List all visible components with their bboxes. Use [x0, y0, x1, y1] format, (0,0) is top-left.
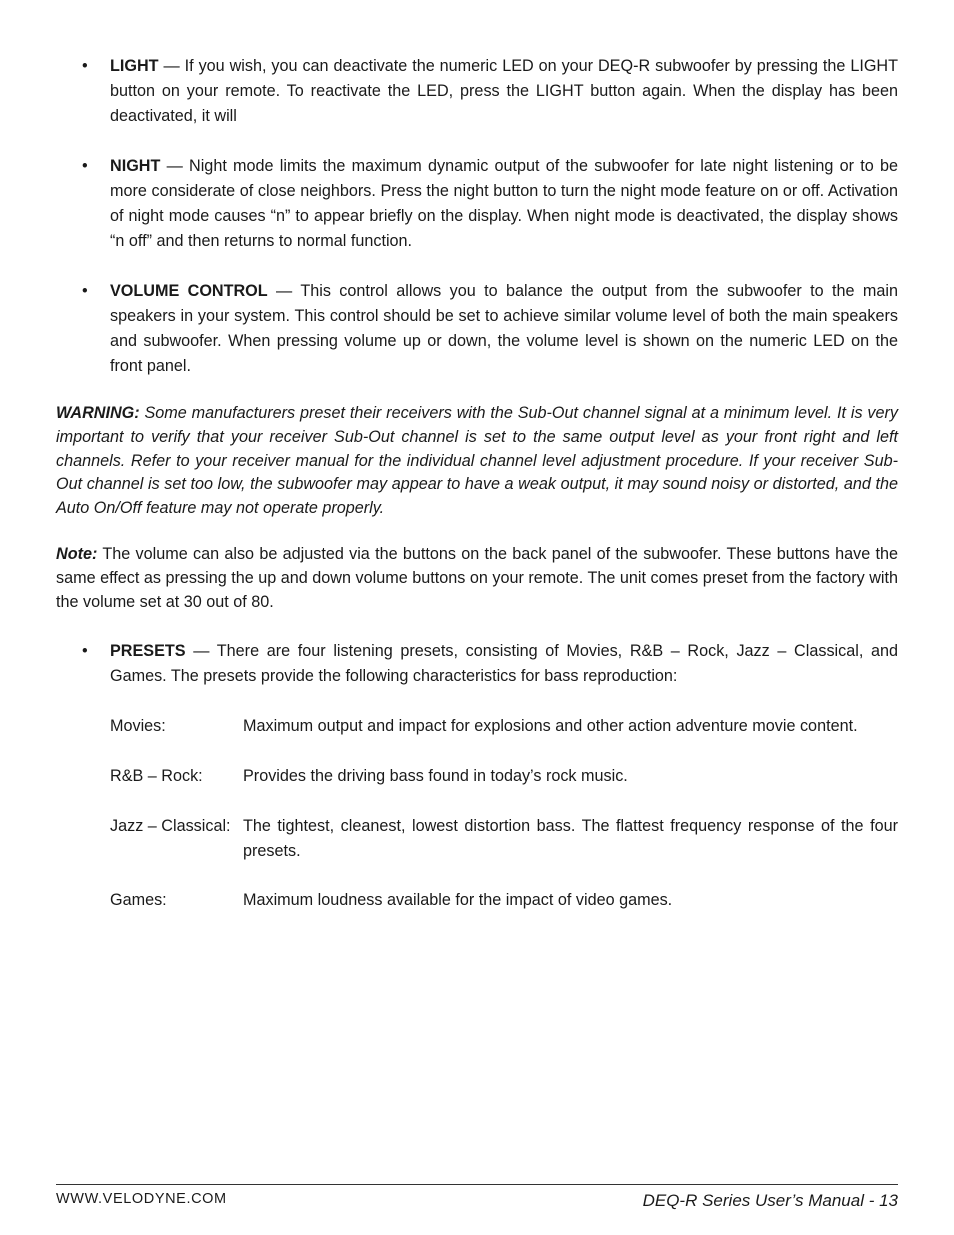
light-text: — If you wish, you can deactivate the numeric LED on your DEQ-R subwoofer by pressing the LIGHT button on your remote. To reactivate the LED, press the LIGHT button again. When the display has been deactivated, it will — [110, 57, 898, 125]
preset-name: R&B – Rock: — [110, 767, 203, 785]
bullet-marker: • — [82, 57, 88, 75]
bullet-marker: • — [82, 642, 88, 660]
preset-description: Provides the driving bass found in today’s rock music. — [243, 767, 628, 785]
preset-row-rnb-rock — [110, 764, 898, 789]
volume-description — [110, 279, 898, 379]
light-description — [110, 54, 898, 129]
footer-page-label: DEQ-R Series User’s Manual - 13 — [642, 1191, 898, 1210]
night-term: NIGHT — [110, 157, 161, 175]
footer-divider — [56, 1184, 898, 1185]
bullet-marker: • — [82, 282, 88, 300]
volume-term: VOLUME CONTROL — [110, 282, 268, 300]
volume-bullet — [82, 279, 898, 379]
night-bullet — [82, 154, 898, 254]
presets-text: — There are four listening presets, consisting of Movies, R&B – Rock, Jazz – Classical, and Games. The presets provide the following characteristics for bass reproduction: — [110, 642, 898, 685]
preset-description: Maximum output and impact for explosions and other action adventure movie content. — [243, 717, 858, 735]
bullet-marker: • — [82, 157, 88, 175]
preset-row-jazz-classical — [110, 814, 898, 864]
volume-text: — This control allows you to balance the output from the subwoofer to the main speakers in your system. This control should be set to achieve similar volume level of both the main speakers and subwoofer. When pressing volume up or down, the volume level is shown on the numeric LED on the front panel. — [110, 282, 898, 375]
light-term: LIGHT — [110, 57, 159, 75]
warning-label: WARNING: — [56, 404, 140, 422]
preset-row-movies — [110, 714, 898, 739]
presets-term: PRESETS — [110, 642, 186, 660]
note-paragraph — [56, 543, 898, 614]
preset-description: Maximum loudness available for the impact of video games. — [243, 891, 673, 909]
preset-name: Jazz – Classical: — [110, 817, 231, 835]
note-label: Note: — [56, 545, 98, 563]
preset-description: The tightest, cleanest, lowest distortion bass. The flattest frequency response of the four presets. — [243, 817, 898, 860]
preset-name: Games: — [110, 891, 167, 909]
warning-paragraph — [56, 402, 898, 521]
night-description — [110, 154, 898, 254]
note-text: The volume can also be adjusted via the buttons on the back panel of the subwoofer. These buttons have the same effect as pressing the up and down volume buttons on your remote. The unit comes preset from the factory with the volume set at 30 out of 80. — [56, 545, 898, 611]
presets-description — [110, 639, 898, 689]
night-text: — Night mode limits the maximum dynamic output of the subwoofer for late night listening or to be more considerate of close neighbors. Press the night button to turn the night mode feature on or off. Activation of night mode causes “n” to appear briefly on the display. When night mode is deactivated, the display shows “n off” and then returns to normal function. — [110, 157, 898, 250]
warning-text: Some manufacturers preset their receivers with the Sub-Out channel signal at a minimum level. It is very important to verify that your receiver Sub-Out channel is set to the same output level as your front right and left channels. Refer to your receiver manual for the individual channel level adjustment procedure. If your receiver Sub-Out channel is set too low, the subwoofer may appear to have a weak output, it may sound noisy or distorted, and the Auto On/Off feature may not operate properly. — [56, 404, 898, 518]
preset-name: Movies: — [110, 717, 166, 735]
footer-website: WWW.VELODYNE.COM — [56, 1191, 227, 1207]
presets-bullet — [82, 639, 898, 689]
preset-row-games — [110, 888, 898, 913]
light-bullet — [82, 54, 898, 129]
